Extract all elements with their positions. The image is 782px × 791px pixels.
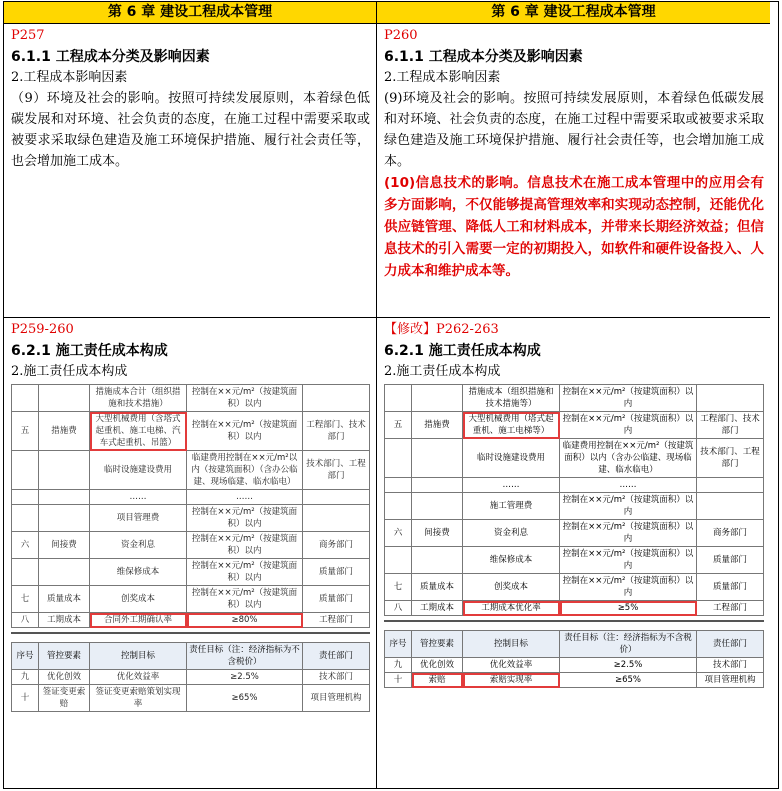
table-cell: [385, 547, 412, 574]
table-row: [385, 574, 764, 601]
table-row: [385, 478, 764, 493]
table-cell: 九: [12, 670, 39, 685]
table-cell: [385, 439, 412, 478]
page-ref: 【修改】P262-263: [384, 322, 499, 337]
table-cell: [412, 478, 463, 493]
table-cell: 资金利息: [90, 532, 187, 559]
table-cell: 七: [12, 586, 39, 613]
table-cell: [385, 385, 412, 412]
section-title: 6.2.1 施工责任成本构成: [384, 343, 541, 359]
table-header-cell: 管控要素: [39, 643, 90, 670]
table-cell: 项目管理机构: [697, 673, 764, 688]
table-cell: 临时设施建设费用: [90, 451, 187, 490]
table-cell: 控制在××元/m²（按建筑面积）以内: [187, 385, 303, 412]
table-cell: 措施费: [39, 412, 90, 451]
table-cell: 签证变更索赔策划实现率: [90, 685, 187, 712]
table-row: [385, 601, 764, 616]
table-header-cell: 责任目标（注：经济指标为不含税价）: [560, 631, 697, 658]
table-cell: ……: [463, 478, 560, 493]
divider: [384, 620, 764, 630]
cost-table-continued: [11, 642, 370, 712]
table-cell: 资金利息: [463, 520, 560, 547]
table-row: [385, 493, 764, 520]
cost-table-image: [11, 384, 370, 712]
table-cell: 控制在××元/m²（按建筑面积）以内: [187, 412, 303, 451]
table-cell: 控制在××元/m²（按建筑面积）以内: [187, 532, 303, 559]
table-cell: 控制在××元/m²（按建筑面积）以内: [560, 574, 697, 601]
table-cell: 优化创效: [412, 658, 463, 673]
table-cell: [39, 451, 90, 490]
table-header-row: [12, 643, 370, 670]
table-row: [12, 490, 370, 505]
table-cell: 创奖成本: [90, 586, 187, 613]
table-cell: 项目管理机构: [303, 685, 370, 712]
section-title: 6.1.1 工程成本分类及影响因素: [384, 49, 583, 65]
table-cell: [12, 559, 39, 586]
table-cell: 技术部门、工程部门: [303, 451, 370, 490]
table-cell: [39, 385, 90, 412]
table-cell: [39, 559, 90, 586]
table-row: [385, 520, 764, 547]
table-cell: ≥5%: [560, 601, 697, 616]
table-row: [12, 451, 370, 490]
table-header-cell: 控制目标: [90, 643, 187, 670]
table-cell: 临时设施建设费用: [463, 439, 560, 478]
table-cell: [385, 493, 412, 520]
table-row: [385, 547, 764, 574]
table-cell: [303, 490, 370, 505]
table-cell: 十: [12, 685, 39, 712]
table-cell: 十: [385, 673, 412, 688]
table-cell: [697, 385, 764, 412]
table-cell: [412, 547, 463, 574]
table-cell: 九: [385, 658, 412, 673]
paragraph: (9)环境及社会的影响。按照可持续发展原则，本着绿色低碳发展和对环境、社会负责的态度，在施工过程中需要采取或被要求采取绿色建造及施工环境保护措施、履行社会责任等，也会增加施工成本。: [384, 91, 764, 169]
subsection-title: 2.施工责任成本构成: [384, 364, 501, 379]
divider: [11, 632, 370, 642]
table-cell: [39, 490, 90, 505]
table-cell: [12, 505, 39, 532]
table-row: [385, 658, 764, 673]
table-cell: 临建费用控制在××元/m²以内（按建筑面积）（含办公临建、现场临建、临水临电）: [187, 451, 303, 490]
bottom-left-cell: [4, 318, 377, 788]
table-cell: 临建费用控制在××元/m²（按建筑面积）以内（含办公临建、现场临建、临水临电）: [560, 439, 697, 478]
table-cell: [385, 478, 412, 493]
table-cell: [303, 385, 370, 412]
table-row: [385, 385, 764, 412]
table-cell: 商务部门: [697, 520, 764, 547]
table-row: [12, 532, 370, 559]
table-cell: 措施成本合计（组织措施和技术措施）: [90, 385, 187, 412]
table-cell: 措施费: [412, 412, 463, 439]
table-cell: 签证变更索赔: [39, 685, 90, 712]
table-header-row: [385, 631, 764, 658]
table-cell: 创奖成本: [463, 574, 560, 601]
cost-table: [11, 384, 370, 628]
header-left: 第 6 章 建设工程成本管理: [4, 2, 377, 24]
section-title: 6.1.1 工程成本分类及影响因素: [11, 49, 210, 65]
table-row: [385, 439, 764, 478]
table-cell: 大型机械费用（含塔式起重机、施工电梯、汽车式起重机、吊篮）: [90, 412, 187, 451]
table-row: [12, 685, 370, 712]
table-cell: 间接费: [412, 520, 463, 547]
top-left-cell: [4, 24, 377, 318]
table-cell: [12, 385, 39, 412]
table-cell: [697, 478, 764, 493]
cost-table: [384, 384, 764, 616]
table-cell: ……: [90, 490, 187, 505]
table-row: [12, 505, 370, 532]
table-cell: 工期成本优化率: [463, 601, 560, 616]
table-cell: ≥80%: [187, 613, 303, 628]
page-ref: P260: [384, 28, 418, 43]
table-cell: 质量部门: [303, 559, 370, 586]
table-header-cell: 责任部门: [697, 631, 764, 658]
table-cell: 施工管理费: [463, 493, 560, 520]
table-row: [12, 670, 370, 685]
table-cell: [12, 490, 39, 505]
table-cell: 索赔: [412, 673, 463, 688]
table-header-cell: 控制目标: [463, 631, 560, 658]
table-cell: 优化创效: [39, 670, 90, 685]
table-cell: 质量部门: [303, 586, 370, 613]
comparison-page: [3, 1, 779, 789]
table-cell: 六: [385, 520, 412, 547]
table-row: [12, 559, 370, 586]
table-row: [385, 412, 764, 439]
table-cell: 工程部门、技术部门: [697, 412, 764, 439]
table-cell: 商务部门: [303, 532, 370, 559]
table-cell: 控制在××元/m²（按建筑面积）以内: [187, 505, 303, 532]
table-cell: 大型机械费用（塔式起重机、施工电梯等）: [463, 412, 560, 439]
table-cell: ≥65%: [187, 685, 303, 712]
table-cell: 优化效益率: [90, 670, 187, 685]
table-row: [12, 613, 370, 628]
subsection-title: 2.施工责任成本构成: [11, 364, 128, 379]
table-cell: [412, 439, 463, 478]
table-cell: 控制在××元/m²（按建筑面积）以内: [560, 385, 697, 412]
table-header-cell: 责任目标（注：经济指标为不含税价）: [187, 643, 303, 670]
table-cell: 质量部门: [697, 574, 764, 601]
cost-table-continued: [384, 630, 764, 688]
top-right-cell: [377, 24, 770, 318]
table-cell: 六: [12, 532, 39, 559]
table-cell: [12, 451, 39, 490]
header-right: 第 6 章 建设工程成本管理: [377, 2, 770, 24]
table-cell: 质量成本: [39, 586, 90, 613]
table-header-cell: 序号: [385, 631, 412, 658]
added-paragraph: (10)信息技术的影响。信息技术在施工成本管理中的应用会有多方面影响，不仅能够提高管理效率和实现动态控制，还能优化供应链管理、降低人工和材料成本，并带来长期经济效益；但信息技术的引入需要一定的初期投入，如软件和硬件设备投入、人力成本和维护成本等。: [384, 175, 764, 279]
table-cell: 七: [385, 574, 412, 601]
table-cell: 工期成本: [412, 601, 463, 616]
table-header-cell: 管控要素: [412, 631, 463, 658]
table-cell: 控制在××元/m²（按建筑面积）以内: [187, 559, 303, 586]
table-cell: 合同外工期确认率: [90, 613, 187, 628]
table-cell: 项目管理费: [90, 505, 187, 532]
table-cell: ……: [560, 478, 697, 493]
table-cell: 工期成本: [39, 613, 90, 628]
subsection-title: 2.工程成本影响因素: [384, 70, 501, 85]
table-cell: 控制在××元/m²（按建筑面积）以内: [560, 412, 697, 439]
table-cell: 间接费: [39, 532, 90, 559]
table-header-cell: 序号: [12, 643, 39, 670]
table-cell: 工程部门: [303, 613, 370, 628]
table-cell: 五: [12, 412, 39, 451]
table-row: [12, 412, 370, 451]
table-cell: 工程部门: [697, 601, 764, 616]
table-cell: [303, 505, 370, 532]
table-cell: 索赔实现率: [463, 673, 560, 688]
table-cell: 措施成本（组织措施和技术措施等）: [463, 385, 560, 412]
table-cell: 控制在××元/m²（按建筑面积）以内: [560, 520, 697, 547]
table-cell: 技术部门: [303, 670, 370, 685]
table-cell: 质量部门: [697, 547, 764, 574]
table-cell: 控制在××元/m²（按建筑面积）以内: [187, 586, 303, 613]
table-cell: ≥2.5%: [187, 670, 303, 685]
table-cell: ……: [187, 490, 303, 505]
bottom-right-cell: [377, 318, 770, 788]
table-cell: 八: [385, 601, 412, 616]
paragraph: （9）环境及社会的影响。按照可持续发展原则，本着绿色低碳发展和对环境、社会负责的态度，在施工过程中需要采取或被要求采取绿色建造及施工环境保护措施、履行社会责任等，也会增加施工成本。: [11, 91, 370, 169]
cost-table-image: [384, 384, 764, 688]
table-cell: 八: [12, 613, 39, 628]
table-header-cell: 责任部门: [303, 643, 370, 670]
table-row: [12, 586, 370, 613]
table-cell: [412, 493, 463, 520]
table-cell: ≥65%: [560, 673, 697, 688]
page-ref: P259-260: [11, 322, 74, 337]
table-cell: [39, 505, 90, 532]
table-cell: [412, 385, 463, 412]
section-title: 6.2.1 施工责任成本构成: [11, 343, 168, 359]
table-cell: 技术部门: [697, 658, 764, 673]
table-cell: 技术部门、工程部门: [697, 439, 764, 478]
table-cell: 工程部门、技术部门: [303, 412, 370, 451]
table-cell: 维保修成本: [463, 547, 560, 574]
subsection-title: 2.工程成本影响因素: [11, 70, 128, 85]
comparison-grid: [4, 2, 778, 788]
table-cell: 五: [385, 412, 412, 439]
table-cell: ≥2.5%: [560, 658, 697, 673]
table-cell: 质量成本: [412, 574, 463, 601]
table-cell: 控制在××元/m²（按建筑面积）以内: [560, 547, 697, 574]
table-cell: 控制在××元/m²（按建筑面积）以内: [560, 493, 697, 520]
table-cell: 优化效益率: [463, 658, 560, 673]
table-cell: 维保修成本: [90, 559, 187, 586]
table-cell: [697, 493, 764, 520]
table-row: [12, 385, 370, 412]
page-ref: P257: [11, 28, 45, 43]
table-row: [385, 673, 764, 688]
